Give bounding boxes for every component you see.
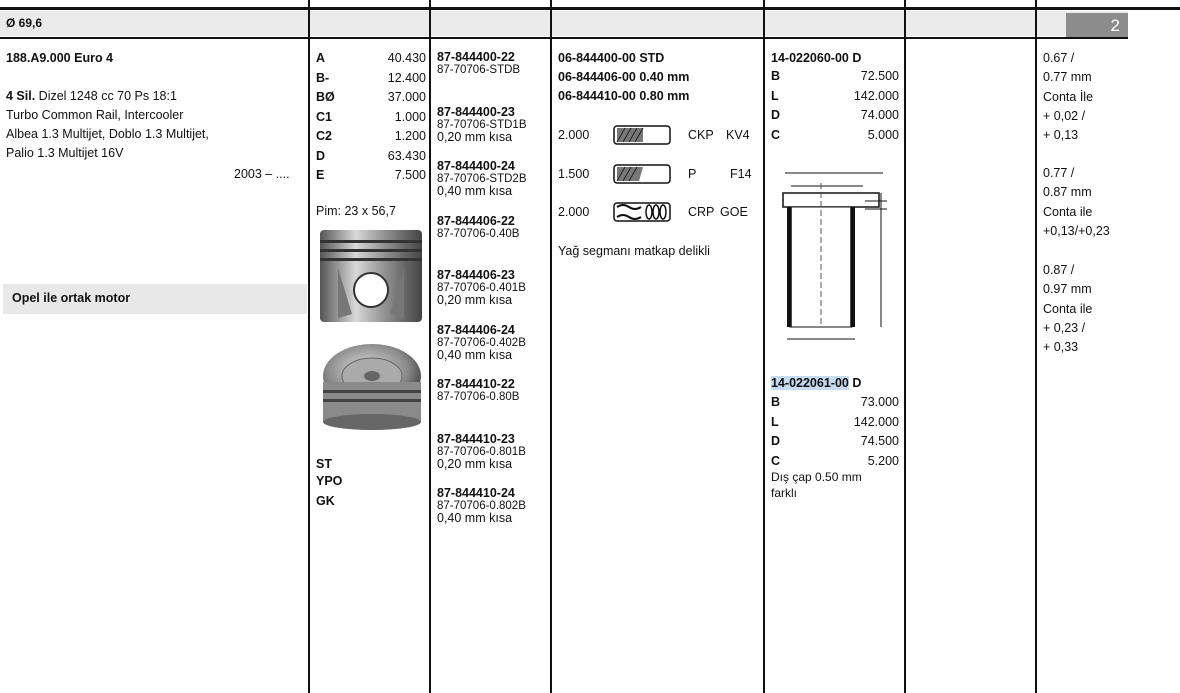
ring-width: 2.000 xyxy=(558,205,590,219)
liner-dim-value: 72.500 xyxy=(860,69,899,83)
liner-2-number xyxy=(771,374,861,393)
piston-ref: 87-70706-STDB xyxy=(437,64,521,76)
engine-spec xyxy=(6,87,177,106)
col-divider-2 xyxy=(429,0,431,693)
piston-side-image xyxy=(318,228,426,324)
gasket-line: +0,13/+0,23 xyxy=(1043,223,1110,238)
liner-diagram xyxy=(775,163,895,345)
piston-code-ypo: YPO xyxy=(316,474,343,488)
liner-dim-key: C xyxy=(771,453,781,468)
col-divider-1 xyxy=(308,0,310,693)
liner-dim-row xyxy=(771,87,899,107)
ring-row-2 xyxy=(558,163,758,185)
engine-line-1: Turbo Common Rail, Intercooler xyxy=(6,108,184,122)
col-divider-4 xyxy=(763,0,765,693)
piston-dim-row xyxy=(316,49,426,69)
gasket-line: + 0,23 / xyxy=(1043,320,1086,335)
gasket-line: 0.87 / xyxy=(1043,263,1075,277)
dim-value: 7.500 xyxy=(394,168,426,182)
piston-dim-row xyxy=(316,147,426,167)
liner-dim-row xyxy=(771,126,899,146)
piston-number: 87-844400-23 xyxy=(437,104,515,119)
piston-note: 0,20 mm kısa xyxy=(437,456,513,471)
dim-key: B- xyxy=(316,70,330,85)
top-rule xyxy=(0,7,1180,10)
liner-dim-value: 74.000 xyxy=(860,108,899,122)
piston-ref: 87-70706-0.401B xyxy=(437,282,526,294)
dim-key: D xyxy=(316,148,326,163)
liner-dim-value: 5.200 xyxy=(867,453,899,468)
gasket-line: Conta İle xyxy=(1043,89,1094,104)
engine-spec-text: Dizel 1248 cc 70 Ps 18:1 xyxy=(35,89,177,103)
dim-value: 40.430 xyxy=(387,51,426,65)
piston-note: 0,20 mm kısa xyxy=(437,129,513,144)
diameter-row xyxy=(0,11,1128,36)
piston-dim-row xyxy=(316,88,426,108)
piston-number: 87-844406-23 xyxy=(437,268,515,282)
liner-dim-row xyxy=(771,432,899,452)
ring-taper-icon xyxy=(613,163,673,185)
gasket-line: + 0,33 xyxy=(1043,340,1079,355)
dim-value: 1.000 xyxy=(394,109,426,124)
col-divider-5 xyxy=(904,0,906,693)
piston-dim-row xyxy=(316,69,426,89)
piston-number: 87-844400-24 xyxy=(437,159,515,173)
piston-note: 0,40 mm kısa xyxy=(437,511,513,525)
ring-code: GOE xyxy=(720,205,748,219)
piston-number: 87-844410-22 xyxy=(437,377,515,391)
ring-oil-icon xyxy=(613,201,673,223)
liner-dim-row xyxy=(771,413,899,433)
gasket-line: 0.67 / xyxy=(1043,51,1075,65)
liner-dim-key: B xyxy=(771,69,781,83)
liner-dim-key: B xyxy=(771,395,781,409)
liner-dim-value: 142.000 xyxy=(853,414,899,429)
dim-key: E xyxy=(316,168,325,182)
dim-key: C2 xyxy=(316,129,332,143)
piston-number: 87-844406-22 xyxy=(437,213,515,228)
ring-type: P xyxy=(688,167,697,181)
piston-ref: 87-70706-0.40B xyxy=(437,227,520,240)
ring-set-std: 06-844400-00 STD xyxy=(558,51,665,65)
ring-code: KV4 xyxy=(726,128,750,142)
engine-line-2: Albea 1.3 Multijet, Doblo 1.3 Multijet, xyxy=(6,127,209,141)
ring-set-080: 06-844410-00 0.80 mm xyxy=(558,89,690,103)
ring-width: 1.500 xyxy=(558,167,590,181)
piston-ref: 87-70706-STD2B xyxy=(437,173,527,185)
gasket-line: 0.77 / xyxy=(1043,166,1075,180)
row-divider xyxy=(0,37,1128,39)
piston-ref: 87-70706-0.402B xyxy=(437,336,526,349)
liner-dim-key: L xyxy=(771,414,779,429)
gasket-line: + 0,02 / xyxy=(1043,108,1086,123)
piston-note: 0,20 mm kısa xyxy=(437,293,513,307)
liner-2-number-suffix: D xyxy=(848,376,862,390)
dim-value: 12.400 xyxy=(387,70,426,85)
ring-type: CRP xyxy=(688,205,715,219)
ring-note: Yağ segmanı matkap delikli xyxy=(558,244,710,258)
gasket-line: 0.77 mm xyxy=(1043,70,1092,85)
gasket-line: Conta ile xyxy=(1043,204,1093,219)
liner-1-number: 14-022060-00 D xyxy=(771,51,862,65)
ring-code: F14 xyxy=(730,167,752,181)
dim-key: A xyxy=(316,51,326,65)
ring-set-040: 06-844406-00 0.40 mm xyxy=(558,70,690,84)
ring-type: CKP xyxy=(688,128,714,142)
piston-code-gk: GK xyxy=(316,494,335,508)
ring-row-1 xyxy=(558,124,758,146)
col-divider-3 xyxy=(550,0,552,693)
liner-2-note-2: farklı xyxy=(771,486,798,500)
gasket-line: + 0,13 xyxy=(1043,128,1079,143)
liner-dim-value: 74.500 xyxy=(860,434,899,448)
page-number: 2 xyxy=(1110,16,1120,35)
piston-ref: 87-70706-0.802B xyxy=(437,500,526,512)
col-divider-6 xyxy=(1035,0,1037,693)
engine-years: 2003 – .... xyxy=(234,167,290,181)
piston-note: 0,40 mm kısa xyxy=(437,347,513,362)
liner-dim-row xyxy=(771,106,899,126)
piston-dim-row xyxy=(316,127,426,147)
dim-value: 1.200 xyxy=(394,129,426,143)
piston-top-image xyxy=(320,336,424,432)
piston-ref: 87-70706-STD1B xyxy=(437,118,527,131)
piston-ref: 87-70706-0.80B xyxy=(437,391,520,403)
piston-note: 0,40 mm kısa xyxy=(437,184,513,198)
liner-dim-row xyxy=(771,393,899,413)
ring-row-3 xyxy=(558,201,758,223)
gasket-line: 0.97 mm xyxy=(1043,282,1092,297)
piston-code-st: ST xyxy=(316,457,332,471)
pin-size: Pim: 23 x 56,7 xyxy=(316,204,396,218)
piston-number: 87-844410-23 xyxy=(437,431,515,446)
piston-number: 87-844406-24 xyxy=(437,322,515,337)
liner-dim-row xyxy=(771,67,899,87)
piston-dim-row xyxy=(316,108,426,128)
cylinder-count: 4 Sil. xyxy=(6,89,36,103)
liner-dim-key: D xyxy=(771,108,781,122)
piston-number: 87-844410-24 xyxy=(437,486,515,500)
liner-dim-value: 5.000 xyxy=(867,127,899,142)
liner-dim-key: L xyxy=(771,88,779,103)
liner-dim-key: D xyxy=(771,434,781,448)
ring-width: 2.000 xyxy=(558,128,590,142)
piston-number: 87-844400-22 xyxy=(437,50,515,64)
engine-line-3: Palio 1.3 Multijet 16V xyxy=(6,146,124,160)
piston-dim-row xyxy=(316,166,426,186)
gasket-line: 0.87 mm xyxy=(1043,185,1092,200)
engine-code: 188.A9.000 Euro 4 xyxy=(6,51,114,65)
piston-ref: 87-70706-0.801B xyxy=(437,445,526,458)
ring-chrome-icon xyxy=(613,124,673,146)
liner-2-number-highlight: 14-022061-00 xyxy=(771,376,849,390)
liner-2-note-1: Dış çap 0.50 mm xyxy=(771,470,862,484)
page-number-badge xyxy=(1066,13,1128,38)
dim-key: BØ xyxy=(316,90,335,104)
engine-note: Opel ile ortak motor xyxy=(12,291,131,305)
gasket-line: Conta ile xyxy=(1043,301,1093,316)
liner-dim-value: 73.000 xyxy=(860,395,899,409)
liner-dim-key: C xyxy=(771,127,781,142)
dim-value: 37.000 xyxy=(387,90,426,104)
dim-value: 63.430 xyxy=(387,148,426,163)
diameter-label: Ø 69,6 xyxy=(6,16,43,30)
liner-dim-value: 142.000 xyxy=(853,88,899,103)
dim-key: C1 xyxy=(316,109,332,124)
